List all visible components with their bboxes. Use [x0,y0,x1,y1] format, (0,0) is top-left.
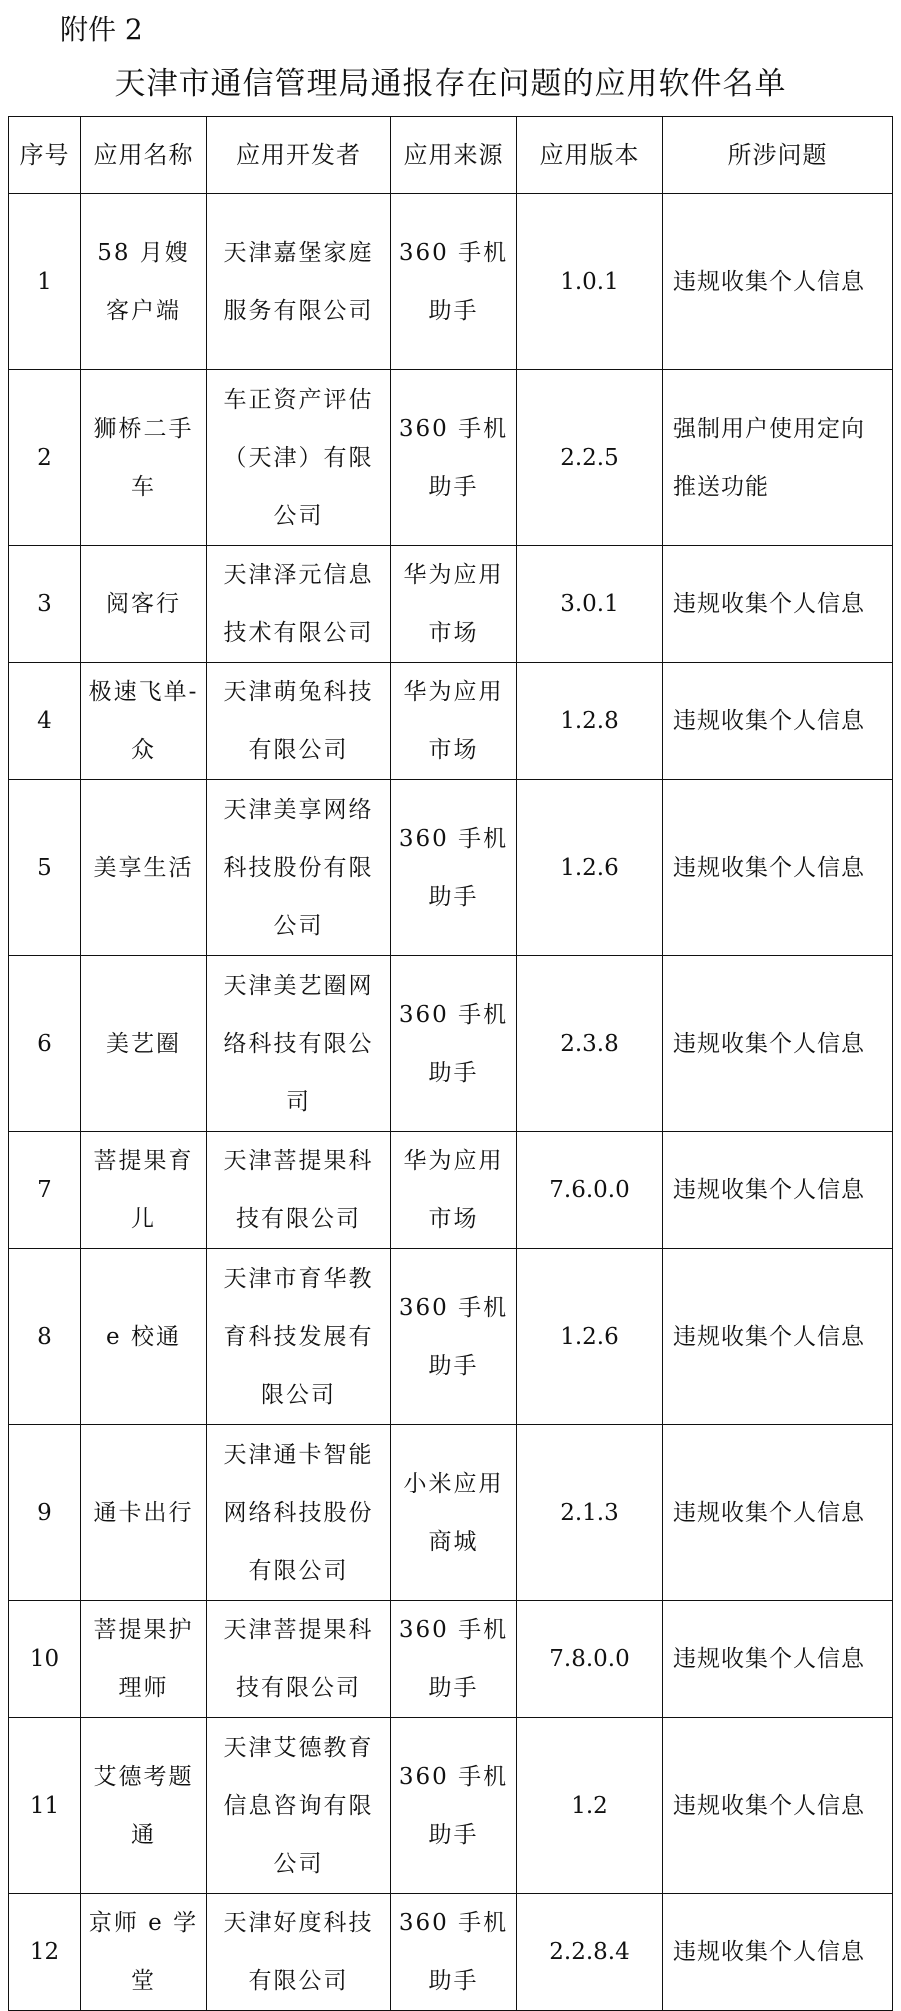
cell-app-name: 通卡出行 [81,1425,207,1601]
cell-source: 360 手机助手 [391,1718,517,1894]
cell-issue: 违规收集个人信息 [663,194,893,370]
header-no: 序号 [9,117,81,194]
cell-version: 3.0.1 [517,546,663,663]
cell-source: 华为应用市场 [391,663,517,780]
table-row [9,1894,893,2011]
cell-developer: 天津艾德教育信息咨询有限公司 [207,1718,391,1894]
table-row [9,663,893,780]
cell-no: 4 [9,663,81,780]
cell-no: 8 [9,1249,81,1425]
cell-issue: 违规收集个人信息 [663,1249,893,1425]
cell-app-name: 阅客行 [81,546,207,663]
cell-developer: 天津美享网络科技股份有限公司 [207,780,391,956]
header-version: 应用版本 [517,117,663,194]
cell-app-name: 艾德考题通 [81,1718,207,1894]
cell-developer: 天津市育华教育科技发展有限公司 [207,1249,391,1425]
cell-app-name: 京师 e 学堂 [81,1894,207,2011]
cell-no: 3 [9,546,81,663]
cell-issue: 违规收集个人信息 [663,956,893,1132]
table-row [9,956,893,1132]
cell-source: 360 手机助手 [391,1601,517,1718]
cell-no: 10 [9,1601,81,1718]
cell-app-name: 菩提果育儿 [81,1132,207,1249]
table-row [9,194,893,370]
cell-version: 1.2 [517,1718,663,1894]
cell-issue: 违规收集个人信息 [663,1132,893,1249]
cell-issue: 违规收集个人信息 [663,1425,893,1601]
cell-version: 2.1.3 [517,1425,663,1601]
cell-no: 5 [9,780,81,956]
cell-developer: 天津好度科技有限公司 [207,1894,391,2011]
cell-version: 2.2.8.4 [517,1894,663,2011]
cell-source: 小米应用商城 [391,1425,517,1601]
cell-source: 360 手机助手 [391,780,517,956]
cell-developer: 车正资产评估（天津）有限公司 [207,370,391,546]
cell-app-name: 美享生活 [81,780,207,956]
cell-app-name: 菩提果护理师 [81,1601,207,1718]
cell-source: 华为应用市场 [391,546,517,663]
table-row [9,1249,893,1425]
cell-issue: 违规收集个人信息 [663,780,893,956]
cell-no: 1 [9,194,81,370]
header-app-name: 应用名称 [81,117,207,194]
cell-developer: 天津萌兔科技有限公司 [207,663,391,780]
cell-developer: 天津菩提果科技有限公司 [207,1601,391,1718]
cell-issue: 违规收集个人信息 [663,1718,893,1894]
cell-version: 1.2.8 [517,663,663,780]
table-header-row [9,117,893,194]
cell-app-name: e 校通 [81,1249,207,1425]
cell-app-name: 狮桥二手车 [81,370,207,546]
cell-source: 360 手机助手 [391,1249,517,1425]
table-row [9,1425,893,1601]
header-source: 应用来源 [391,117,517,194]
cell-no: 12 [9,1894,81,2011]
attachment-label: 附件 2 [60,13,143,46]
cell-developer: 天津菩提果科技有限公司 [207,1132,391,1249]
cell-no: 6 [9,956,81,1132]
cell-version: 1.2.6 [517,780,663,956]
cell-developer: 天津泽元信息技术有限公司 [207,546,391,663]
cell-app-name: 美艺圈 [81,956,207,1132]
cell-issue: 强制用户使用定向推送功能 [663,370,893,546]
cell-issue: 违规收集个人信息 [663,663,893,780]
table-row [9,780,893,956]
cell-app-name: 58 月嫂客户端 [81,194,207,370]
cell-source: 华为应用市场 [391,1132,517,1249]
table-row [9,1718,893,1894]
cell-issue: 违规收集个人信息 [663,1601,893,1718]
table-row [9,1601,893,1718]
cell-version: 7.6.0.0 [517,1132,663,1249]
header-developer: 应用开发者 [207,117,391,194]
table-row [9,370,893,546]
document-title: 天津市通信管理局通报存在问题的应用软件名单 [114,66,787,102]
cell-no: 2 [9,370,81,546]
table-row [9,546,893,663]
cell-issue: 违规收集个人信息 [663,1894,893,2011]
cell-no: 9 [9,1425,81,1601]
cell-version: 2.2.5 [517,370,663,546]
cell-version: 1.2.6 [517,1249,663,1425]
cell-source: 360 手机助手 [391,1894,517,2011]
cell-developer: 天津美艺圈网络科技有限公司 [207,956,391,1132]
cell-issue: 违规收集个人信息 [663,546,893,663]
cell-source: 360 手机助手 [391,370,517,546]
cell-developer: 天津嘉堡家庭服务有限公司 [207,194,391,370]
cell-version: 1.0.1 [517,194,663,370]
cell-source: 360 手机助手 [391,956,517,1132]
cell-no: 11 [9,1718,81,1894]
header-issue: 所涉问题 [663,117,893,194]
cell-developer: 天津通卡智能网络科技股份有限公司 [207,1425,391,1601]
cell-version: 2.3.8 [517,956,663,1132]
app-list-table [8,116,893,2011]
cell-app-name: 极速飞单-众 [81,663,207,780]
cell-source: 360 手机助手 [391,194,517,370]
cell-version: 7.8.0.0 [517,1601,663,1718]
cell-no: 7 [9,1132,81,1249]
table-row [9,1132,893,1249]
